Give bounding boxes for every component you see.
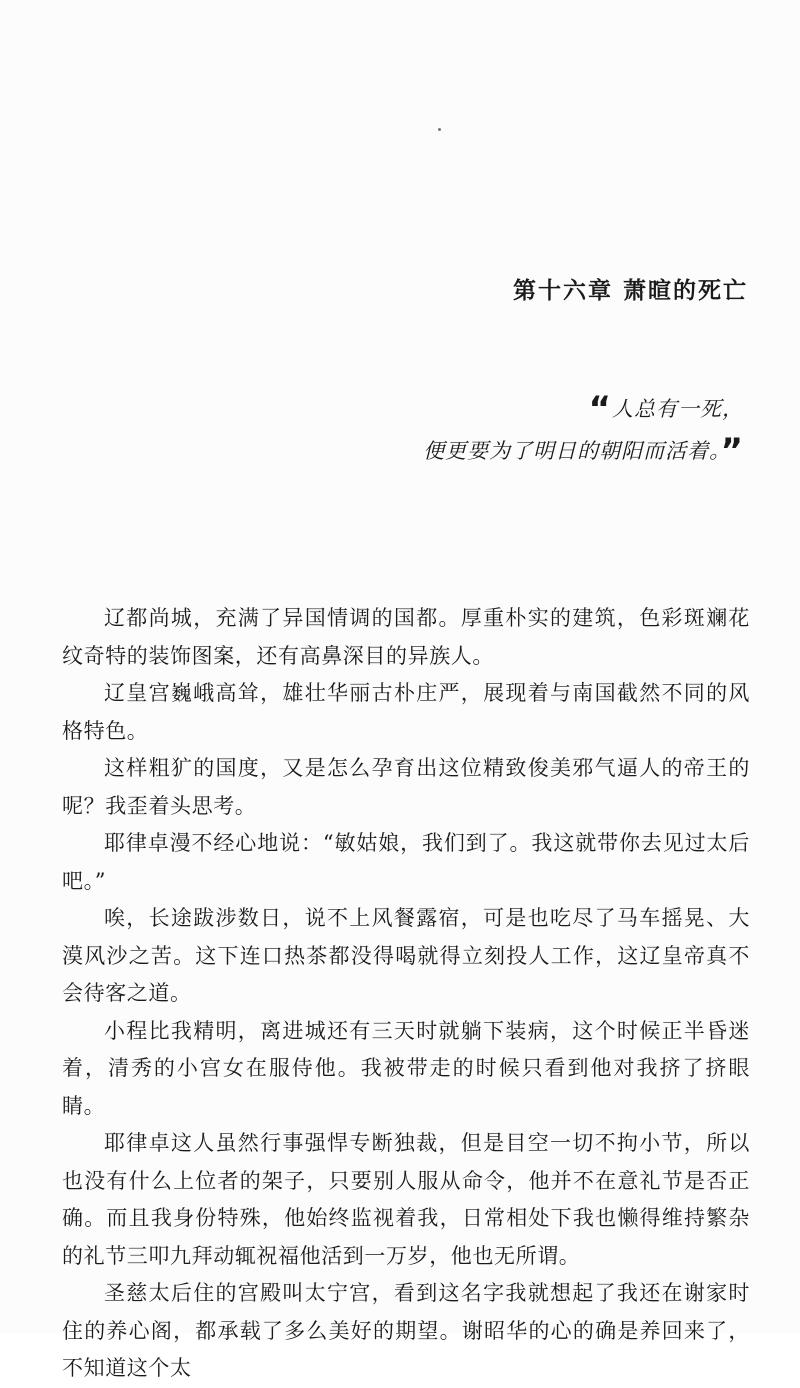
epigraph-line-2	[324, 430, 744, 472]
epigraph	[324, 388, 744, 472]
paragraph: 辽皇宫巍峨高耸，雄壮华丽古朴庄严，展现着与南国截然不同的风格特色。	[62, 681, 750, 743]
paragraph: 辽都尚城，充满了异国情调的国都。厚重朴实的建筑，色彩斑斓花纹奇特的装饰图案，还有高鼻深目的异族人。	[62, 606, 750, 668]
paragraph: 唉，长途跋涉数日，说不上风餐露宿，可是也吃尽了马车摇晃、大漠风沙之苦。这下连口热茶都没得喝就得立刻投人工作，这辽皇帝真不会待客之道。	[62, 906, 750, 1005]
paragraph: 圣慈太后住的宫殿叫太宁宫，看到这名字我就想起了我还在谢家时住的养心阁，都承载了多么美好的期望。谢昭华的心的确是养回来了，不知道这个太	[62, 1281, 750, 1380]
print-speck	[438, 128, 441, 131]
epigraph-text-1: 人总有一死，	[612, 397, 744, 421]
chapter-title: 第十六章 萧暄的死亡	[512, 278, 748, 304]
paragraph: 耶律卓漫不经心地说：“敏姑娘，我们到了。我这就带你去见过太后吧。”	[62, 831, 750, 893]
paragraph: 小程比我精明，离进城还有三天时就躺下装病，这个时候正半昏迷着，清秀的小宫女在服侍他。我被带走的时候只看到他对我挤了挤眼睛。	[62, 1018, 750, 1118]
paragraph: 这样粗犷的国度，又是怎么孕育出这位精致俊美邪气逼人的帝王的呢？我歪着头思考。	[62, 756, 750, 818]
chapter-body	[62, 600, 750, 1388]
paragraph: 耶律卓这人虽然行事强悍专断独裁，但是目空一切不拘小节，所以也没有什么上位者的架子，只要别人服从命令，他并不在意礼节是否正确。而且我身份特殊，他始终监视着我，日常相处下我也懒得维持繁杂的礼节三叩九拜动辄祝福他活到一万岁，他也无所谓。	[62, 1131, 750, 1268]
open-quote-mark: “	[588, 389, 612, 429]
close-quote-mark: ”	[720, 431, 744, 471]
epigraph-text-2: 便更要为了明日的朝阳而活着。	[423, 439, 721, 463]
epigraph-line-1	[324, 388, 744, 430]
